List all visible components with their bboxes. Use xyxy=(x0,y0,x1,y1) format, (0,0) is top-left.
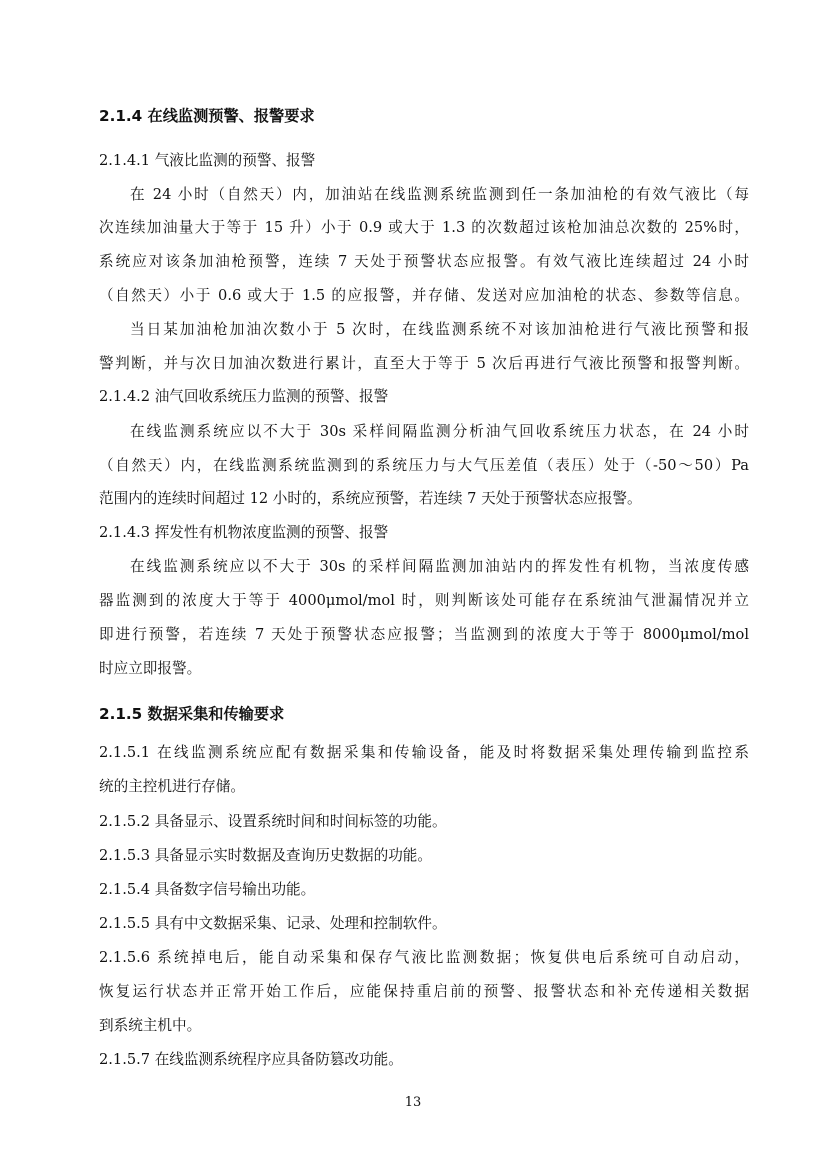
paragraph-line: 恢复运行状态并正常开始工作后，应能保持重启前的预警、报警状态和补充传递相关数据 xyxy=(99,983,749,1000)
subsection-heading-2-1-4-3: 2.1.4.3 挥发性有机物浓度监测的预警、报警 xyxy=(99,524,389,541)
paragraph-line: 范围内的连续时间超过 12 小时的，系统应预警，若连续 7 天处于预警状态应报警。 xyxy=(99,490,642,507)
paragraph-line: 在 24 小时（自然天）内，加油站在线监测系统监测到任一条加油枪的有效气液比（每 xyxy=(130,186,749,203)
paragraph-line: 统的主控机进行存储。 xyxy=(99,778,245,795)
paragraph-line: 当日某加油枪加油次数小于 5 次时，在线监测系统不对该加油枪进行气液比预警和报 xyxy=(130,321,749,338)
paragraph-line: 系统应对该条加油枪预警，连续 7 天处于预警状态应报警。有效气液比连续超过 24 小时 xyxy=(99,253,749,270)
list-item-2-1-5-3: 2.1.5.3 具备显示实时数据及查询历史数据的功能。 xyxy=(99,847,432,864)
paragraph-line: 在线监测系统应以不大于 30s 的采样间隔监测加油站内的挥发性有机物，当浓度传感 xyxy=(130,558,749,575)
paragraph-line: （自然天）小于 0.6 或大于 1.5 的应报警，并存储、发送对应加油枪的状态、参数等信息。 xyxy=(99,287,749,304)
list-item-2-1-5-4: 2.1.5.4 具备数字信号输出功能。 xyxy=(99,881,316,898)
paragraph-line: 次连续加油量大于等于 15 升）小于 0.9 或大于 1.3 的次数超过该枪加油总次数的 25%时， xyxy=(99,219,749,236)
subsection-heading-2-1-4-1: 2.1.4.1 气液比监测的预警、报警 xyxy=(99,152,316,169)
page-number: 13 xyxy=(404,1095,422,1110)
section-heading-2-1-4: 2.1.4 在线监测预警、报警要求 xyxy=(99,107,315,125)
list-item-2-1-5-7: 2.1.5.7 在线监测系统程序应具备防篡改功能。 xyxy=(99,1051,403,1068)
paragraph-line: 器监测到的浓度大于等于 4000μmol/mol 时，则判断该处可能存在系统油气泄漏情况并立 xyxy=(99,592,749,609)
paragraph-line: 时应立即报警。 xyxy=(99,660,202,677)
list-item-2-1-5-5: 2.1.5.5 具有中文数据采集、记录、处理和控制软件。 xyxy=(99,915,447,932)
section-heading-2-1-5: 2.1.5 数据采集和传输要求 xyxy=(99,705,285,723)
list-item-2-1-5-2: 2.1.5.2 具备显示、设置系统时间和时间标签的功能。 xyxy=(99,813,447,830)
paragraph-line: 即进行预警，若连续 7 天处于预警状态应报警；当监测到的浓度大于等于 8000μmol/mol xyxy=(99,626,749,643)
paragraph-line: 到系统主机中。 xyxy=(99,1017,202,1034)
paragraph-line: 在线监测系统应以不大于 30s 采样间隔监测分析油气回收系统压力状态，在 24 小时 xyxy=(130,423,749,440)
paragraph-line: （自然天）内，在线监测系统监测到的系统压力与大气压差值（表压）处于（-50～50）Pa xyxy=(99,457,749,474)
paragraph-line: 2.1.5.1 在线监测系统应配有数据采集和传输设备，能及时将数据采集处理传输到监控系 xyxy=(99,744,749,761)
subsection-heading-2-1-4-2: 2.1.4.2 油气回收系统压力监测的预警、报警 xyxy=(99,388,389,405)
paragraph-line: 2.1.5.6 系统掉电后，能自动采集和保存气液比监测数据；恢复供电后系统可自动启动， xyxy=(99,949,749,966)
paragraph-line: 警判断，并与次日加油次数进行累计，直至大于等于 5 次后再进行气液比预警和报警判断。 xyxy=(99,355,749,372)
